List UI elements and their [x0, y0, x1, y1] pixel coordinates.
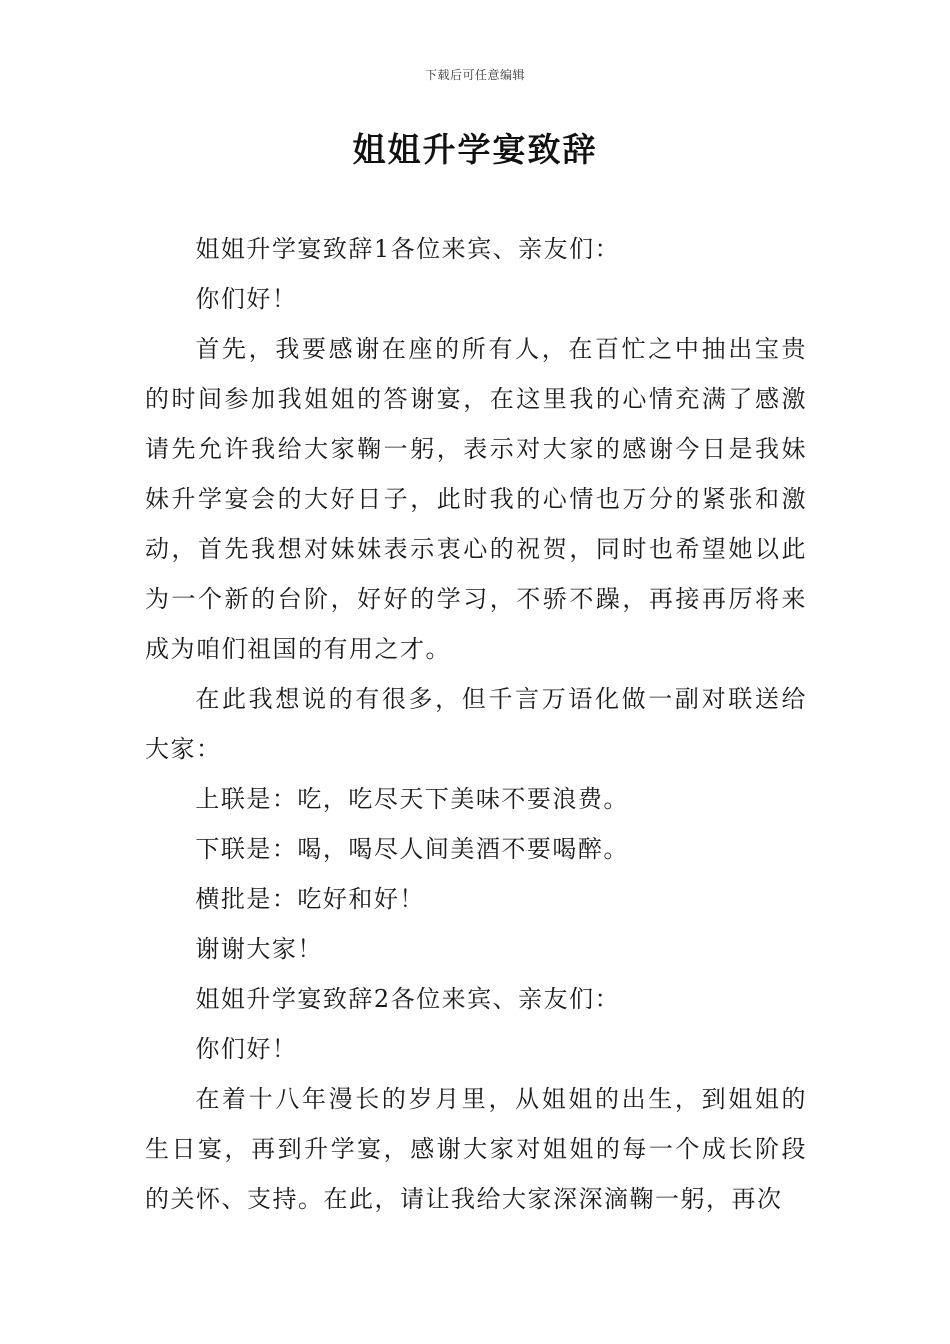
paragraph: 姐姐升学宴致辞1各位来宾、亲友们：	[195, 235, 621, 263]
document-title: 姐姐升学宴致辞	[352, 130, 598, 169]
header-note: 下载后可任意编辑	[424, 68, 525, 82]
paragraph: 下联是：喝，喝尽人间美酒不要喝醉。	[195, 835, 629, 863]
paragraph: 你们好！	[195, 285, 298, 313]
paragraph: 在此我想说的有很多，但千言万语化做一副对联送给大家：	[145, 685, 807, 763]
paragraph: 你们好！	[195, 1035, 298, 1063]
document-body	[145, 224, 807, 1224]
paragraph: 上联是：吃，吃尽天下美味不要浪费。	[195, 785, 629, 813]
paragraph: 谢谢大家！	[195, 935, 323, 963]
paragraph: 在着十八年漫长的岁月里，从姐姐的出生，到姐姐的生日宴，再到升学宴，感谢大家对姐姐的每一个成长阶段的关怀、支持。在此，请让我给大家深深滴鞠一躬，再次	[145, 1085, 807, 1213]
paragraph: 姐姐升学宴致辞2各位来宾、亲友们：	[195, 985, 621, 1013]
paragraph: 横批是：吃好和好！	[195, 885, 425, 913]
paragraph: 首先，我要感谢在座的所有人，在百忙之中抽出宝贵的时间参加我姐姐的答谢宴，在这里我的心情充满了感激请先允许我给大家鞠一躬，表示对大家的感谢今日是我妹妹升学宴会的大好日子，此时我的心情也万分的紧张和激动，首先我想对妹妹表示衷心的祝贺，同时也希望她以此为一个新的台阶，好好的学习，不骄不躁，再接再厉将来成为咱们祖国的有用之才。	[145, 335, 807, 663]
